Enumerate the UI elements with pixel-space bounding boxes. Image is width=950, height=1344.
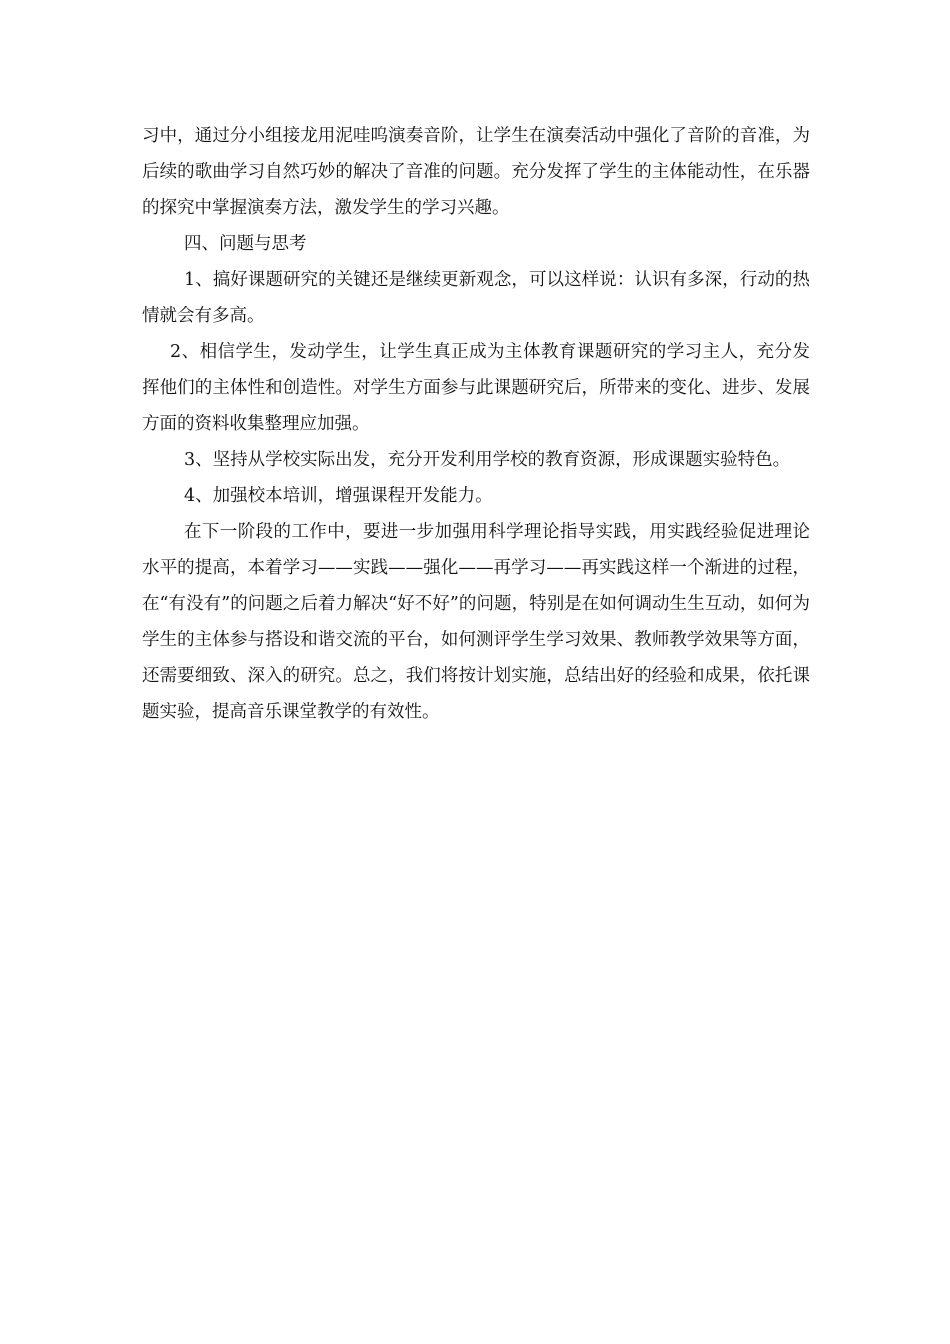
document-body [142,118,810,730]
paragraph-conclusion: 在下一阶段的工作中，要进一步加强用科学理论指导实践，用实践经验促进理论水平的提高，本着学习——实践——强化——再学习——再实践这样一个渐进的过程，在“有没有”的问题之后着力解决“好不好”的问题，特别是在如何调动生生互动，如何为学生的主体参与搭设和谐交流的平台，如何测评学生学习效果、教师教学效果等方面，还需要细致、深入的研究。总之，我们将按计划实施，总结出好的经验和成果，依托课题实验，提高音乐课堂教学的有效性。 [142,522,810,722]
paragraph-point-1: 1、搞好课题研究的关键还是继续更新观念，可以这样说：认识有多深，行动的热情就会有多高。 [142,270,810,326]
paragraph-point-2: 2、相信学生，发动学生，让学生真正成为主体教育课题研究的学习主人，充分发挥他们的主体性和创造性。对学生方面参与此课题研究后，所带来的变化、进步、发展方面的资料收集整理应加强。 [142,342,810,434]
paragraph-point-3: 3、坚持从学校实际出发，充分开发利用学校的教育资源，形成课题实验特色。 [184,450,791,470]
paragraph-point-4: 4、加强校本培训，增强课程开发能力。 [184,486,493,506]
section-heading-problems: 四、问题与思考 [184,234,307,254]
paragraph-continuation: 习中，通过分小组接龙用泥哇呜演奏音阶，让学生在演奏活动中强化了音阶的音准，为后续的歌曲学习自然巧妙的解决了音准的问题。充分发挥了学生的主体能动性，在乐器的探究中掌握演奏方法，激发学生的学习兴趣。 [142,126,810,218]
